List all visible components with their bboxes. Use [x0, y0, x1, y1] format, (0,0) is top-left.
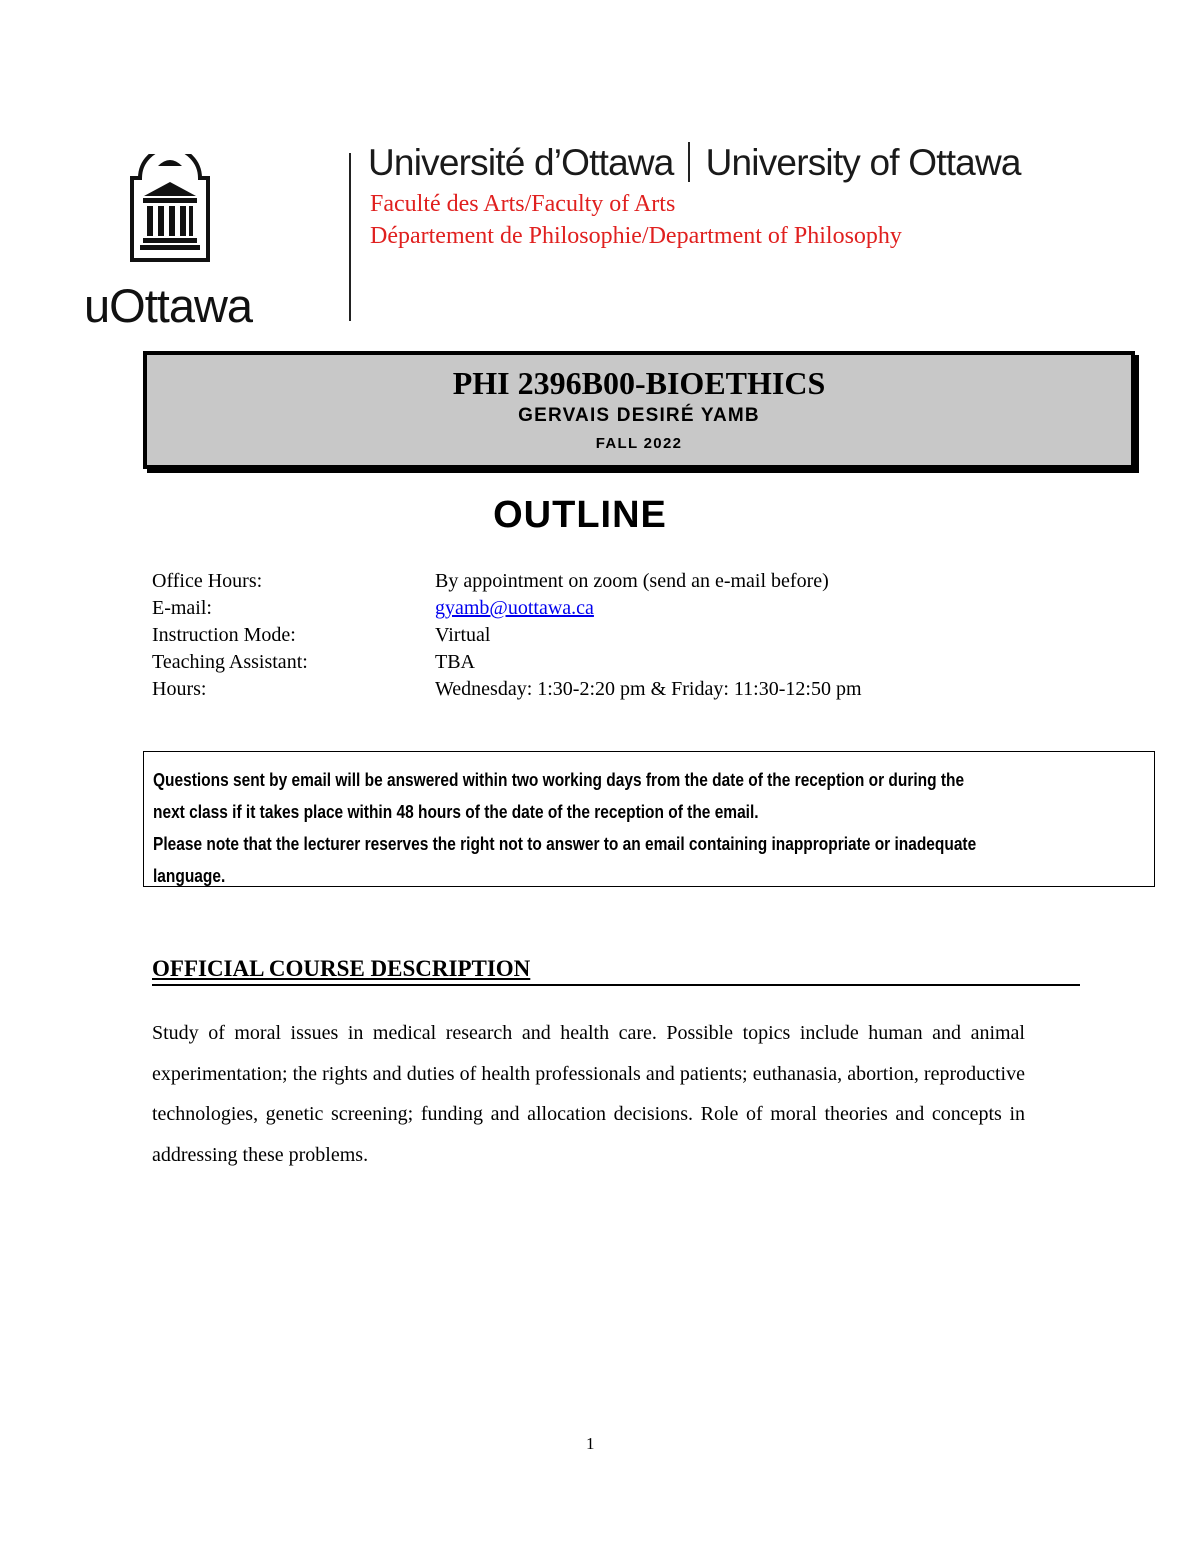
page-number: 1 [586, 1434, 595, 1453]
info-label: Office Hours: [152, 570, 263, 592]
instructor-name: GERVAIS DESIRÉ YAMB [518, 405, 760, 426]
course-code: PHI 2396B00-BIOETHICS [452, 365, 826, 401]
info-label: Teaching Assistant: [152, 651, 308, 673]
department-name: Département de Philosophie/Department of Philosophy [370, 223, 902, 249]
info-value: TBA [435, 651, 475, 673]
logo-wordmark: uOttawa [84, 279, 253, 332]
name-separator [688, 142, 690, 182]
email-policy-notice [143, 751, 1155, 887]
university-name-en: University of Ottawa [705, 142, 1021, 183]
email-link[interactable]: gyamb@uottawa.ca [435, 597, 594, 619]
course-term: FALL 2022 [595, 435, 683, 452]
info-value: Wednesday: 1:30-2:20 pm & Friday: 11:30-12:50 pm [435, 678, 862, 700]
university-name-fr: Université d’Ottawa [368, 142, 674, 183]
notice-line: Please note that the lecturer reserves the right not to answer to an email containing inappropriate or inadequate [153, 834, 977, 854]
notice-line: language. [153, 866, 226, 886]
info-label: E-mail: [152, 597, 212, 619]
info-label: Instruction Mode: [152, 624, 296, 646]
section-heading-text: OFFICIAL COURSE DESCRIPTION [152, 956, 531, 981]
info-value: Virtual [435, 624, 491, 646]
university-building-icon [128, 154, 212, 262]
notice-line: Questions sent by email will be answered within two working days from the date of the reception or during the [153, 770, 965, 790]
university-name [368, 142, 1021, 185]
info-value: By appointment on zoom (send an e-mail before) [435, 570, 829, 592]
course-title-box [143, 351, 1135, 469]
faculty-name: Faculté des Arts/Faculty of Arts [370, 191, 676, 217]
info-label: Hours: [152, 678, 207, 700]
section-heading [152, 954, 1080, 986]
notice-line: next class if it takes place within 48 hours of the date of the reception of the email. [153, 802, 759, 822]
course-description: Study of moral issues in medical research and health care. Possible topics include human and animal experimentation; the rights and duties of health professionals and patients; euthanasia, abortion, reproductive technologies, genetic screening; funding and allocation decisions. Role of moral theories and concepts in addressing these problems. [152, 1022, 1025, 1166]
outline-title: OUTLINE [493, 494, 667, 536]
uottawa-logo [84, 152, 264, 332]
notice-text [153, 764, 1039, 892]
info-value [435, 597, 594, 620]
logo-divider [349, 153, 351, 321]
